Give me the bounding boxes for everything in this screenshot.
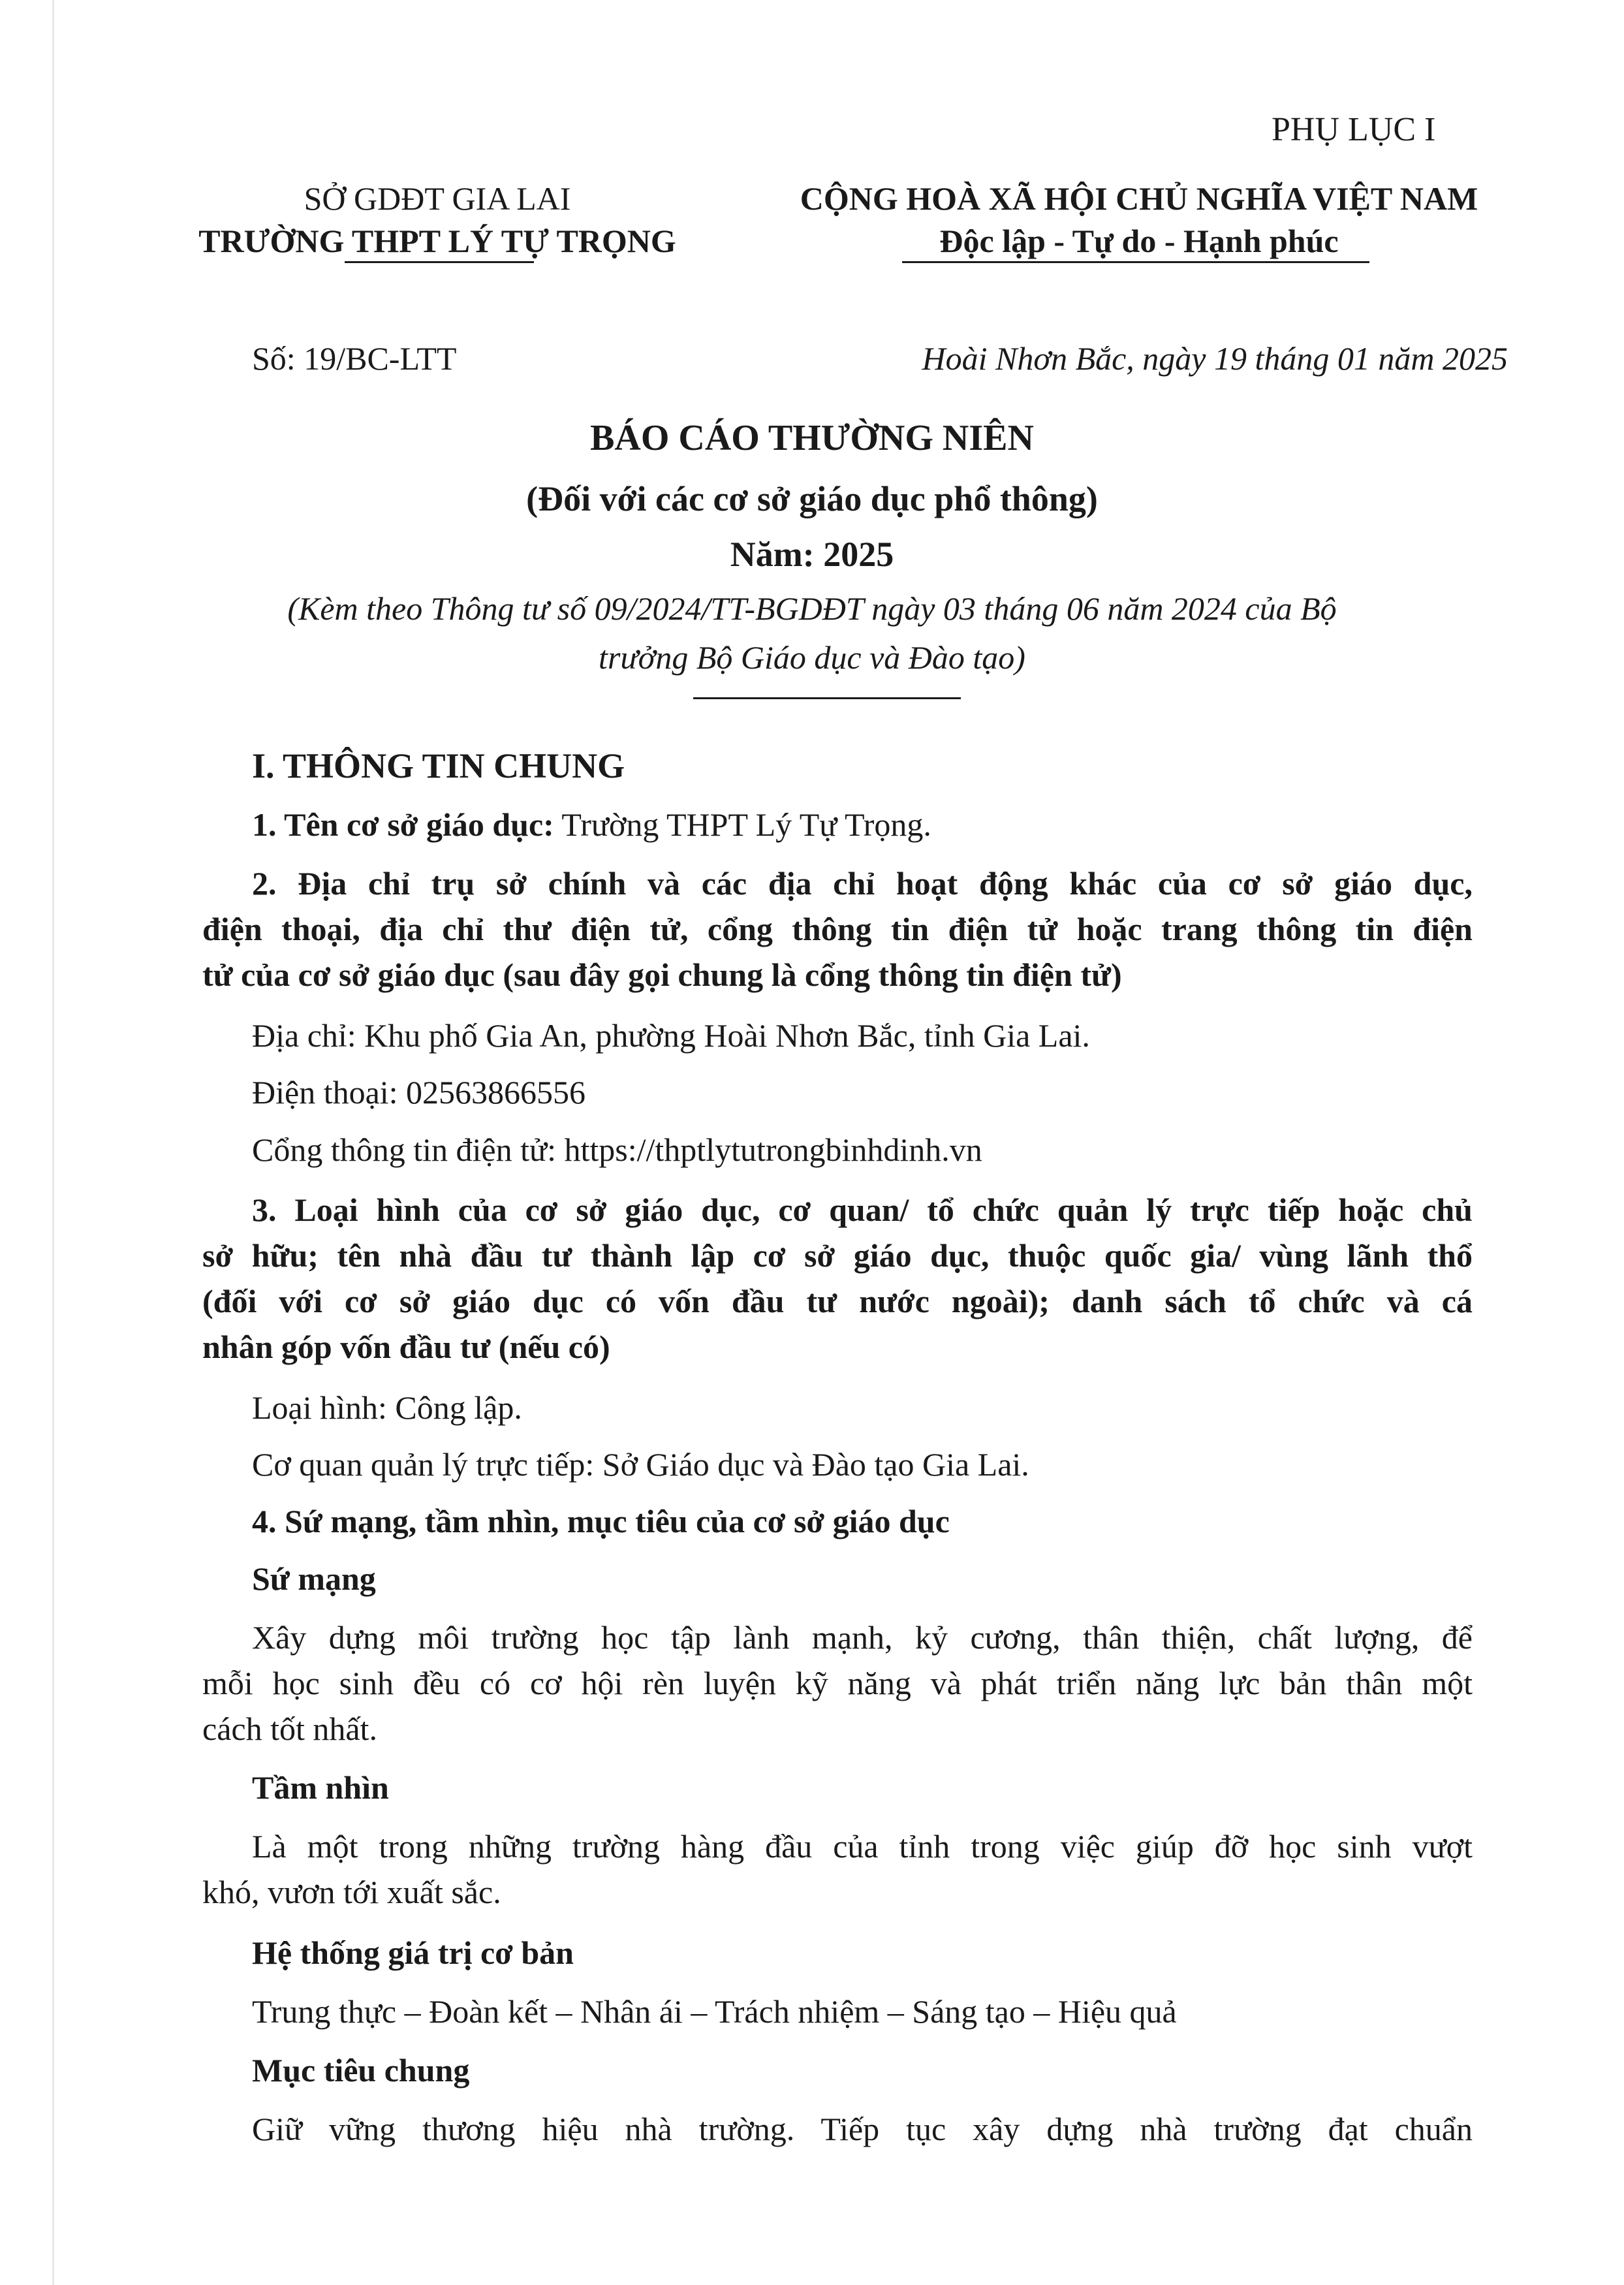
item2-line2: điện thoại, địa chỉ thư điện tử, cổng thông tin điện tử hoặc trang thông tin điện bbox=[202, 911, 1473, 947]
goal-line1: Giữ vững thương hiệu nhà trường. Tiếp tục xây dựng nhà trường đạt chuẩn bbox=[252, 2111, 1473, 2147]
country-name: CỘNG HOÀ XÃ HỘI CHỦ NGHĨA VIỆT NAM bbox=[800, 180, 1478, 217]
report-title: BÁO CÁO THƯỜNG NIÊN bbox=[590, 418, 1034, 458]
item1-value: Trường THPT Lý Tự Trọng. bbox=[554, 806, 931, 843]
vision-line1: Là một trong những trường hàng đầu của tỉnh trong việc giúp đỡ học sinh vượt bbox=[252, 1828, 1473, 1865]
school-name: TRƯỜNG THPT LÝ TỰ TRỌNG bbox=[198, 223, 676, 259]
goal-heading: Mục tiêu chung bbox=[252, 2052, 470, 2088]
school-underline bbox=[345, 261, 534, 263]
portal-line: Cổng thông tin điện tử: https://thptlytutrongbinhdinh.vn bbox=[252, 1131, 982, 1168]
item2-line1: 2. Địa chỉ trụ sở chính và các địa chỉ hoạt động khác của cơ sở giáo dục, bbox=[252, 865, 1473, 902]
mission-heading: Sứ mạng bbox=[252, 1560, 376, 1597]
school-name-line bbox=[252, 803, 931, 846]
vision-heading: Tầm nhìn bbox=[252, 1769, 389, 1806]
item1-label: 1. Tên cơ sở giáo dục: bbox=[252, 806, 554, 843]
item3-line1: 3. Loại hình của cơ sở giáo dục, cơ quan/ tổ chức quản lý trực tiếp hoặc chủ bbox=[252, 1191, 1473, 1228]
phone-line: Điện thoại: 02563866556 bbox=[252, 1074, 586, 1111]
core-values: Trung thực – Đoàn kết – Nhân ái – Trách nhiệm – Sáng tạo – Hiệu quả bbox=[252, 1993, 1177, 2030]
legal-reference-line2: trưởng Bộ Giáo dục và Đào tạo) bbox=[599, 639, 1025, 676]
type-line: Loại hình: Công lập. bbox=[252, 1389, 522, 1426]
agency-line: Cơ quan quản lý trực tiếp: Sở Giáo dục và Đào tạo Gia Lai. bbox=[252, 1446, 1029, 1483]
mission-line3: cách tốt nhất. bbox=[202, 1710, 377, 1747]
mission-line2: mỗi học sinh đều có cơ hội rèn luyện kỹ năng và phát triển năng lực bản thân một bbox=[202, 1665, 1473, 1701]
scan-edge bbox=[52, 0, 54, 2285]
item3-line2: sở hữu; tên nhà đầu tư thành lập cơ sở giáo dục, thuộc quốc gia/ vùng lãnh thổ bbox=[202, 1237, 1473, 1274]
national-motto: Độc lập - Tự do - Hạnh phúc bbox=[939, 223, 1339, 259]
document-number: Số: 19/BC-LTT bbox=[252, 340, 457, 377]
item3-line3: (đối với cơ sở giáo dục có vốn đầu tư nước ngoài); danh sách tổ chức và cá bbox=[202, 1283, 1473, 1319]
report-year: Năm: 2025 bbox=[730, 535, 894, 574]
item4-heading: 4. Sứ mạng, tầm nhìn, mục tiêu của cơ sở giáo dục bbox=[252, 1503, 950, 1539]
item2-line3: tử của cơ sở giáo dục (sau đây gọi chung là cổng thông tin điện tử) bbox=[202, 956, 1122, 993]
section-heading: I. THÔNG TIN CHUNG bbox=[252, 746, 625, 785]
mission-line1: Xây dựng môi trường học tập lành mạnh, kỷ cương, thân thiện, chất lượng, để bbox=[252, 1619, 1473, 1656]
motto-underline bbox=[902, 261, 1369, 263]
item3-line4: nhân góp vốn đầu tư (nếu có) bbox=[202, 1329, 610, 1365]
address-line: Địa chỉ: Khu phố Gia An, phường Hoài Nhơn Bắc, tỉnh Gia Lai. bbox=[252, 1017, 1090, 1054]
title-separator bbox=[693, 697, 961, 699]
vision-line2: khó, vươn tới xuất sắc. bbox=[202, 1874, 501, 1910]
place-date: Hoài Nhơn Bắc, ngày 19 tháng 01 năm 2025 bbox=[922, 340, 1508, 377]
values-heading: Hệ thống giá trị cơ bản bbox=[252, 1934, 574, 1971]
legal-reference-line1: (Kèm theo Thông tư số 09/2024/TT-BGDĐT ngày 03 tháng 06 năm 2024 của Bộ bbox=[287, 590, 1337, 627]
appendix-label: PHỤ LỤC I bbox=[1272, 111, 1436, 148]
report-subtitle: (Đối với các cơ sở giáo dục phổ thông) bbox=[526, 479, 1098, 518]
department-name: SỞ GDĐT GIA LAI bbox=[304, 180, 571, 217]
